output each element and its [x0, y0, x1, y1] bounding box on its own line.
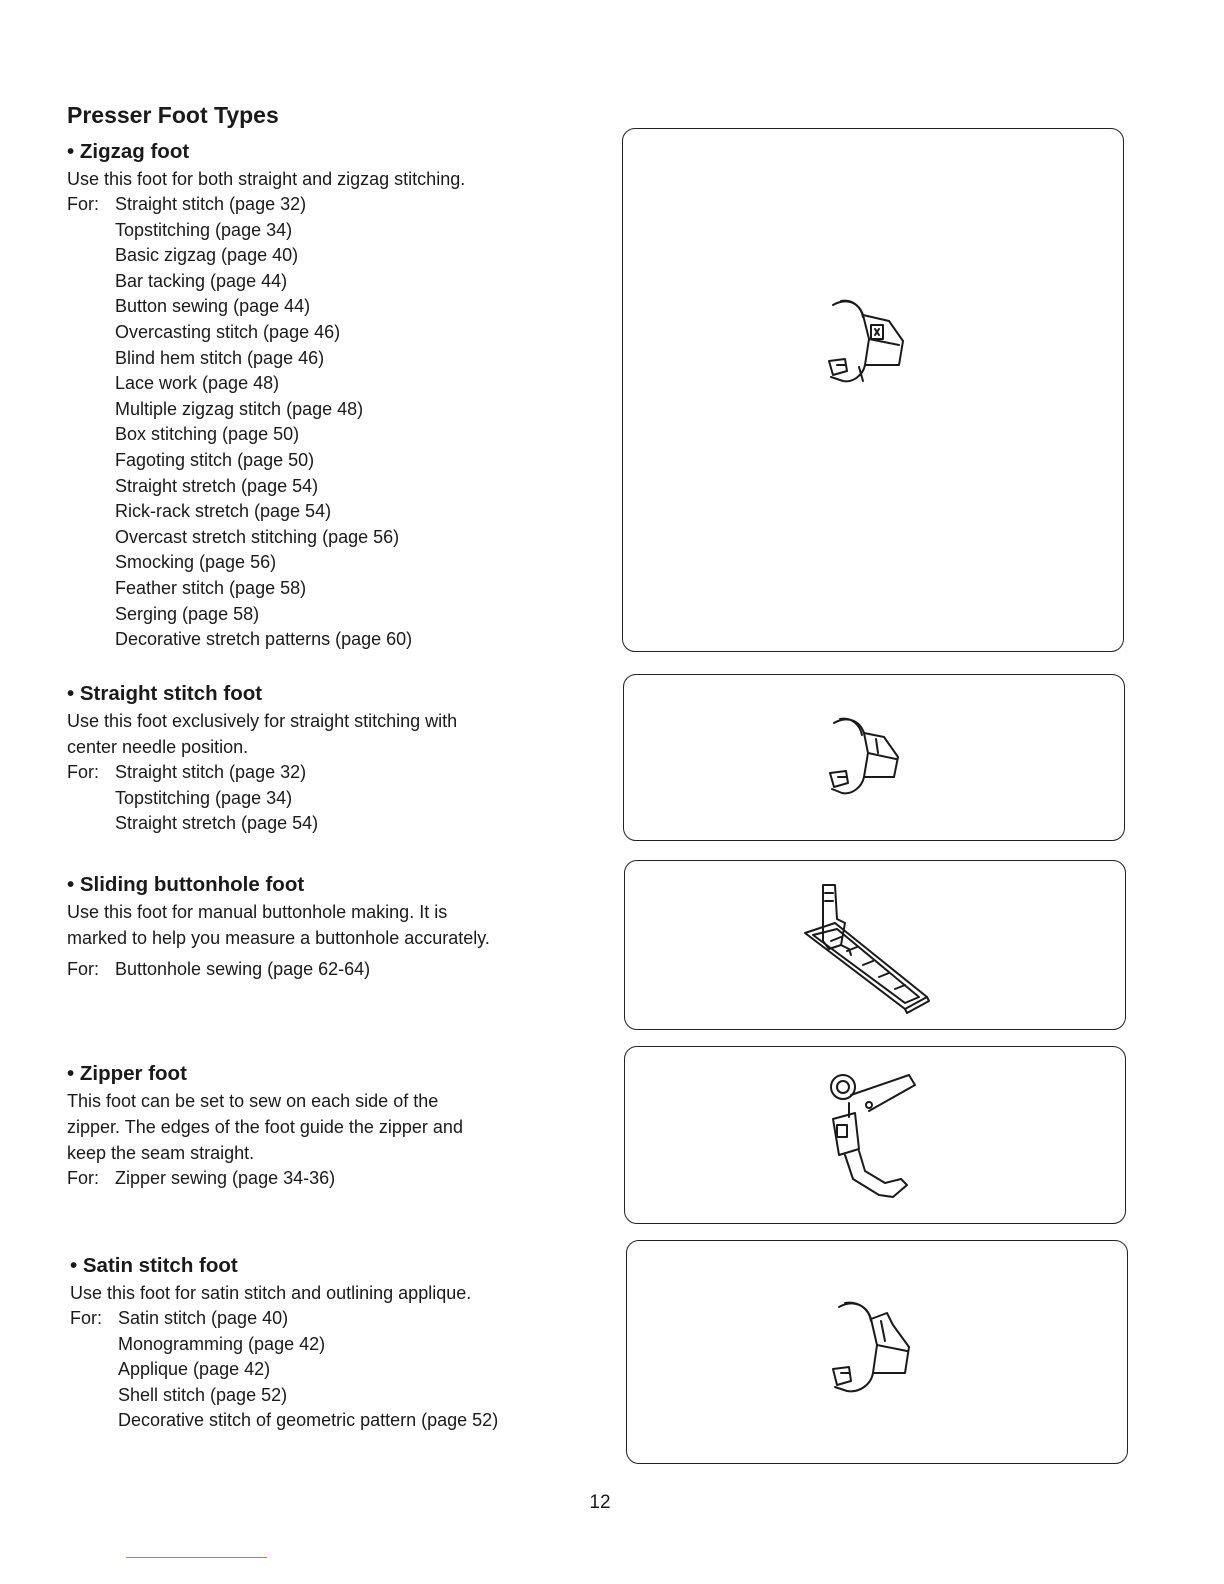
uses-list — [115, 760, 318, 837]
section-title: • Zipper foot — [67, 1062, 187, 1085]
zipper-foot-icon — [819, 1067, 931, 1203]
list-item: Satin stitch (page 40) — [118, 1308, 289, 1328]
list-item: Applique (page 42) — [118, 1359, 271, 1380]
uses-block — [67, 1166, 587, 1192]
uses-list — [118, 1306, 498, 1434]
list-item: Lace work (page 48) — [115, 373, 280, 394]
uses-list — [115, 957, 370, 983]
list-item: Overcast stretch stitching (page 56) — [115, 526, 400, 547]
uses-list — [115, 1166, 335, 1192]
zigzag-foot-icon — [819, 295, 923, 395]
section-zigzag-foot — [67, 138, 587, 653]
for-label: For: — [67, 959, 100, 979]
description-line: marked to help you measure a buttonhole accurately. — [67, 928, 490, 948]
decorative-rule — [126, 1557, 267, 1558]
list-item: Box stitching (page 50) — [115, 424, 300, 445]
satin-stitch-foot-icon — [823, 1297, 927, 1405]
list-item: Feather stitch (page 58) — [115, 577, 307, 598]
list-item: Smocking (page 56) — [115, 552, 277, 573]
list-item: Decorative stretch patterns (page 60) — [115, 629, 413, 650]
list-item: Serging (page 58) — [115, 603, 260, 624]
list-item: Shell stitch (page 52) — [118, 1384, 288, 1405]
section-zipper-foot — [67, 1060, 587, 1192]
straight-stitch-foot-icon — [820, 713, 916, 805]
description-line: keep the seam straight. — [67, 1143, 255, 1163]
list-item: Button sewing (page 44) — [115, 296, 311, 317]
uses-block — [67, 192, 587, 653]
zipper-foot-illustration-box — [624, 1046, 1126, 1224]
section-satin-stitch-foot — [70, 1252, 590, 1434]
list-item: Straight stretch (page 54) — [115, 813, 319, 834]
uses-block — [70, 1306, 590, 1434]
for-label: For: — [70, 1308, 103, 1328]
page-number: 12 — [589, 1492, 611, 1513]
for-label: For: — [67, 762, 100, 782]
list-item: Overcasting stitch (page 46) — [115, 321, 341, 342]
description-line: Use this foot for satin stitch and outlining applique. — [70, 1283, 472, 1303]
list-item: Topstitching (page 34) — [115, 219, 293, 240]
buttonhole-foot-icon — [801, 879, 937, 1015]
list-item: Topstitching (page 34) — [115, 787, 293, 808]
description-line: zipper. The edges of the foot guide the zipper and — [67, 1117, 463, 1137]
list-item: Zipper sewing (page 34-36) — [115, 1168, 336, 1188]
uses-block — [67, 760, 587, 837]
uses-list — [115, 192, 412, 653]
sliding-buttonhole-foot-illustration-box — [624, 860, 1126, 1030]
list-item: Straight stitch (page 32) — [115, 194, 307, 214]
for-label: For: — [67, 1168, 100, 1188]
list-item: Fagoting stitch (page 50) — [115, 449, 315, 470]
for-label: For: — [67, 194, 100, 214]
description-line: This foot can be set to sew on each side of the — [67, 1091, 439, 1111]
section-title: • Straight stitch foot — [67, 682, 263, 705]
list-item: Straight stitch (page 32) — [115, 762, 307, 782]
satin-stitch-foot-illustration-box — [626, 1240, 1128, 1464]
zigzag-foot-illustration-box — [622, 128, 1124, 652]
list-item: Decorative stitch of geometric pattern (page 52) — [118, 1410, 499, 1431]
list-item: Rick-rack stretch (page 54) — [115, 501, 332, 522]
page-title: Presser Foot Types — [67, 102, 279, 128]
section-title: • Zigzag foot — [67, 140, 190, 163]
list-item: Buttonhole sewing (page 62-64) — [115, 959, 371, 979]
description-line: Use this foot for both straight and zigzag stitching. — [67, 169, 466, 189]
list-item: Monogramming (page 42) — [118, 1333, 326, 1354]
section-title: • Satin stitch foot — [70, 1254, 238, 1277]
description-line: center needle position. — [67, 737, 249, 757]
section-straight-stitch-foot — [67, 680, 587, 837]
description-line: Use this foot for manual buttonhole making. It is — [67, 902, 448, 922]
uses-block — [67, 957, 587, 983]
list-item: Basic zigzag (page 40) — [115, 245, 299, 266]
list-item: Multiple zigzag stitch (page 48) — [115, 398, 364, 419]
section-sliding-buttonhole-foot — [67, 871, 587, 983]
description-line: Use this foot exclusively for straight stitching with — [67, 711, 458, 731]
straight-stitch-foot-illustration-box — [623, 674, 1125, 841]
list-item: Bar tacking (page 44) — [115, 270, 288, 291]
section-title: • Sliding buttonhole foot — [67, 873, 305, 896]
list-item: Blind hem stitch (page 46) — [115, 347, 325, 368]
list-item: Straight stretch (page 54) — [115, 475, 319, 496]
